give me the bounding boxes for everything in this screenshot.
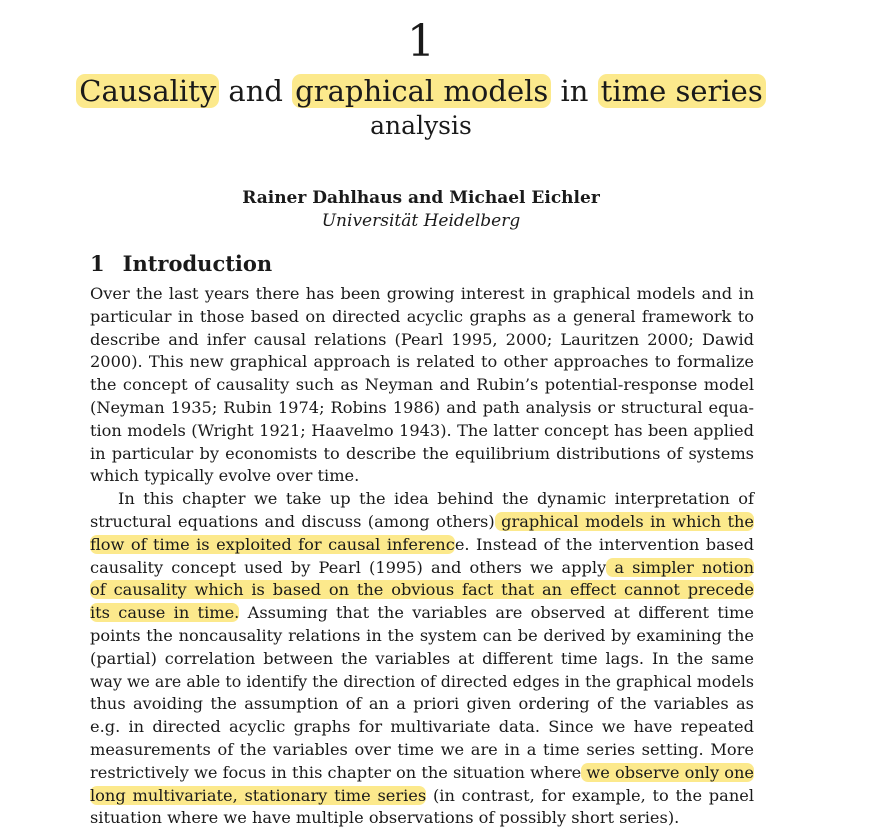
title-text-and: and	[219, 74, 293, 108]
affiliation: Universität Heidelberg	[321, 211, 521, 231]
text-line: In this chapter we take up the idea behind the dynamic interpretation of	[118, 489, 754, 509]
authors: Rainer Dahlhaus and Michael Eichler	[242, 188, 600, 208]
chapter-title-line2: analysis	[370, 111, 472, 140]
text-line: which typically evolve over time.	[90, 466, 360, 486]
text-line: (Neyman 1935; Rubin 1974; Robins 1986) and path analysis or structural equa-	[90, 397, 754, 417]
text-line	[90, 602, 754, 625]
chapter-number: 1	[407, 16, 435, 67]
text-line: way we are able to identify the direction of directed edges in the graphical models	[90, 671, 754, 691]
section-title: Introduction	[122, 251, 273, 276]
text-segment: (in contrast, for example, to the panel	[426, 785, 755, 805]
body-text	[90, 283, 754, 830]
text-segment: restrictively we focus in this chapter on the situation where	[90, 762, 582, 782]
text-line	[90, 762, 754, 785]
text-line: Over the last years there has been growing interest in graphical models and in	[90, 284, 754, 303]
text-line: situation where we have multiple observations of possibly short series).	[90, 808, 680, 828]
text-line: describe and infer causal relations (Pearl 1995, 2000; Lauritzen 2000; Dawid	[90, 329, 754, 349]
text-line: thus avoiding the assumption of an a priori given ordering of the variables as	[90, 694, 754, 714]
highlight-segment: graphical models in which the	[494, 511, 754, 531]
text-line	[90, 579, 754, 602]
highlight-segment: its cause in time.	[90, 603, 240, 623]
highlight-graphical-models: graphical models	[292, 74, 551, 108]
text-line	[90, 534, 754, 557]
highlight-causality: Causality	[76, 74, 219, 108]
section-heading	[90, 251, 272, 277]
title-text-in: in	[551, 74, 598, 108]
text-line: points the noncausality relations in the system can be derived by examining the	[90, 625, 754, 645]
text-segment: e. Instead of the intervention based	[454, 534, 754, 554]
text-line	[90, 785, 754, 808]
text-line	[90, 557, 754, 580]
highlight-segment: flow of time is exploited for causal inferenc	[90, 534, 455, 554]
text-segment: Assuming that the variables are observed at different time	[239, 603, 754, 623]
text-line: (partial) correlation between the variables at different time lags. In the same	[90, 648, 754, 668]
section-number: 1	[90, 251, 105, 276]
highlight-time-series: time series	[598, 74, 766, 108]
text-line: measurements of the variables over time we are in a time series setting. More	[90, 739, 754, 759]
text-line	[90, 511, 754, 534]
chapter-title	[0, 75, 842, 107]
highlight-segment: of causality which is based on the obvious fact that an effect cannot precede	[90, 580, 754, 600]
text-line: e.g. in directed acyclic graphs for multivariate data. Since we have repeated	[90, 717, 754, 737]
text-line: particular in those based on directed acyclic graphs as a general framework to	[90, 306, 754, 326]
text-line: 2000). This new graphical approach is related to other approaches to formalize	[90, 352, 754, 372]
text-segment: structural equations and discuss (among others)	[90, 511, 495, 531]
text-line: the concept of causality such as Neyman and Rubin’s potential-response model	[90, 375, 754, 395]
text-line: in particular by economists to describe the equilibrium distributions of systems	[90, 443, 754, 463]
text-segment: causality concept used by Pearl (1995) and others we apply	[90, 557, 607, 577]
text-line: tion models (Wright 1921; Haavelmo 1943). The latter concept has been applied	[90, 420, 754, 440]
highlight-segment: we observe only one	[581, 762, 754, 782]
highlight-segment: long multivariate, stationary time series	[90, 785, 427, 805]
highlight-segment: a simpler notion	[606, 557, 754, 577]
